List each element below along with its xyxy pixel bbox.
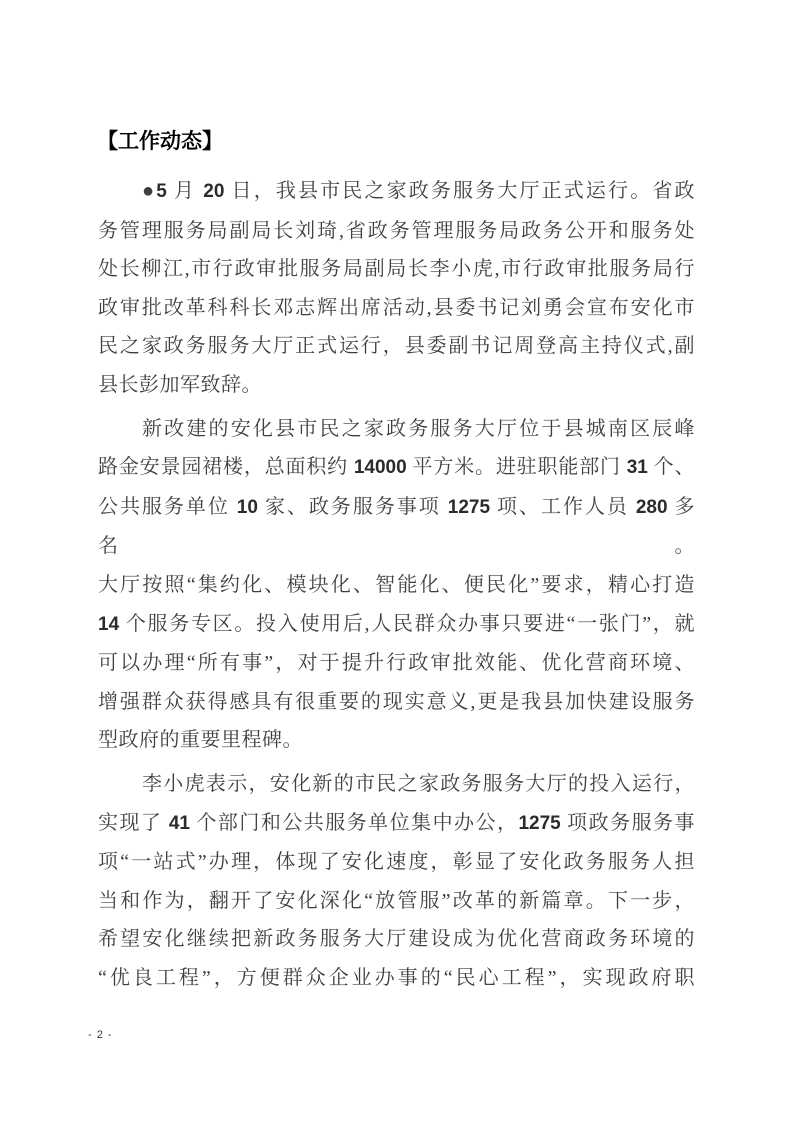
text-line: 可以办理“所有事”，对于提升行政审批效能、优化营商环境、 [98, 652, 695, 675]
text-line: 实现了 41 个部门和公共服务单位集中办公，1275 项政务服务事 [98, 811, 696, 834]
text-line: 务管理服务局副局长刘琦,省政务管理服务局政务公开和服务处 [98, 219, 695, 242]
text-line: 新改建的安化县市民之家政务服务大厅位于县城南区辰峰 [142, 417, 695, 440]
text-line: “优良工程”，方便群众企业办事的“民心工程”，实现政府职 [98, 966, 695, 989]
text-line: 公共服务单位 10 家、政务服务事项 1275 项、工作人员 280 多名。 [98, 495, 696, 558]
text-line: 项“一站式”办理，体现了安化速度，彰显了安化政务服务人担 [98, 851, 695, 874]
page-number: - 2 - [88, 1029, 113, 1041]
text-line: ●5 月 20 日，我县市民之家政务服务大厅正式运行。省政 [142, 180, 696, 202]
text-line: 当和作为，翻开了安化深化“放管服”改革的新篇章。下一步， [98, 889, 695, 912]
document-body [98, 172, 695, 1002]
paragraph [98, 410, 695, 760]
text-line: 希望安化继续把新政务服务大厅建设成为优化营商政务环境的 [98, 928, 695, 951]
section-heading: 【工作动态】 [97, 130, 223, 153]
text-line: 处长柳江,市行政审批服务局副局长李小虎,市行政审批服务局行 [98, 258, 695, 281]
text-line: 政审批改革科科长邓志辉出席活动,县委书记刘勇会宣布安化市 [98, 296, 695, 319]
paragraph [98, 765, 695, 998]
text-line: 民之家政务服务大厅正式运行，县委副书记周登高主持仪式,副 [98, 335, 695, 358]
text-line: 县长彭加军致辞。 [98, 373, 262, 396]
text-line: 李小虎表示，安化新的市民之家政务服务大厅的投入运行， [142, 772, 695, 795]
text-line: 大厅按照“集约化、模块化、智能化、便民化”要求，精心打造 [98, 573, 695, 596]
text-line: 型政府的重要里程碑。 [98, 729, 303, 752]
paragraph [98, 172, 695, 405]
text-line: 路金安景园裙楼，总面积约 14000 平方米。进驻职能部门 31 个、 [98, 456, 696, 479]
text-line: 增强群众获得感具有很重要的现实意义,更是我县加快建设服务 [98, 690, 695, 713]
text-line: 14 个服务专区。投入使用后,人民群众办事只要进“一张门”，就 [98, 612, 695, 635]
